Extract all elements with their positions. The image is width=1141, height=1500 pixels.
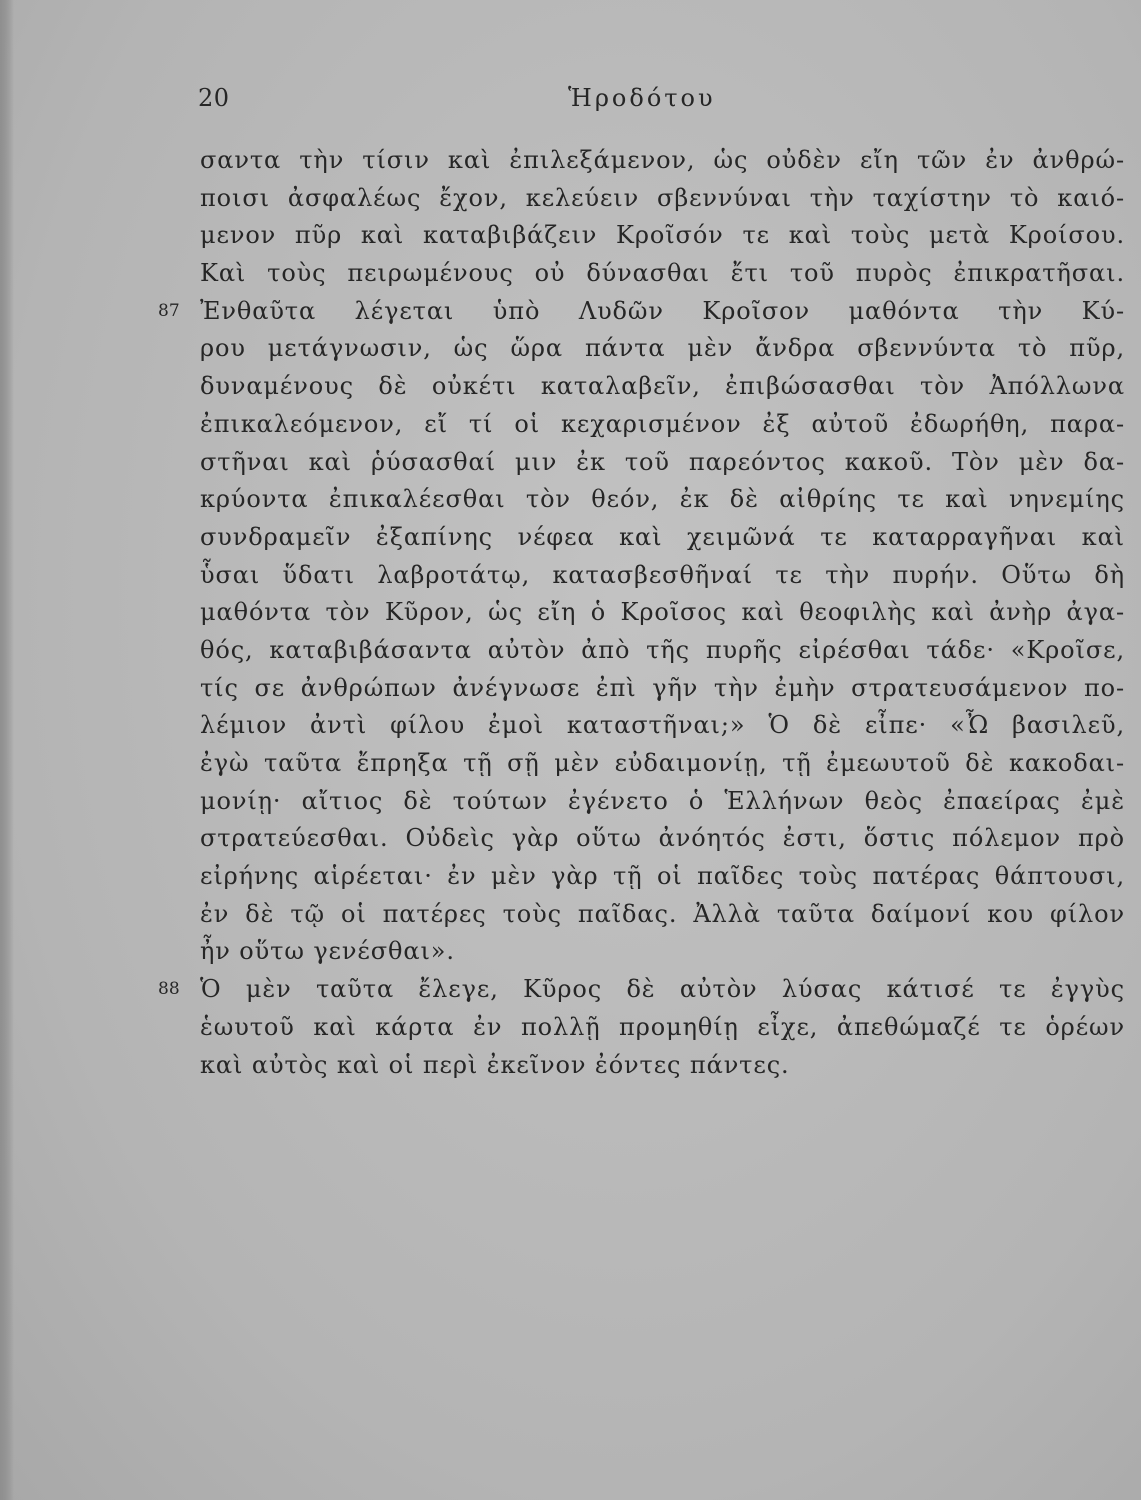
text-line-6: ρου μετάγνωσιν, ὡς ὥρα πάντα μὲν ἄνδρα σβεννύντα τὸ πῦρ, xyxy=(200,334,1125,363)
text-line-21: ἐν δὲ τῷ οἱ πατέρες τοὺς παῖδας. Ἀλλὰ ταῦτα δαίμονί κου φίλον xyxy=(200,899,1125,928)
section-number-88: 88 xyxy=(158,979,180,1000)
page-gutter-shadow xyxy=(0,0,14,1500)
text-line-22: ἦν οὕτω γενέσθαι». xyxy=(200,937,455,966)
text-line-8: ἐπικαλεόμενον, εἴ τί οἱ κεχαρισμένον ἐξ αὐτοῦ ἐδωρήθη, παρα- xyxy=(200,409,1125,438)
text-line-11: συνδραμεῖν ἐξαπίνης νέφεα καὶ χειμῶνά τε καταρραγῆναι καὶ xyxy=(200,522,1125,551)
text-line-12: ὗσαι ὕδατι λαβροτάτῳ, κατασβεσθῆναί τε τὴν πυρήν. Οὕτω δὴ xyxy=(200,560,1125,589)
section-number-87: 87 xyxy=(158,300,180,321)
text-line-9: στῆναι καὶ ῥύσασθαί μιν ἐκ τοῦ παρεόντος κακοῦ. Τὸν μὲν δα- xyxy=(200,447,1125,476)
text-line-25: καὶ αὐτὸς καὶ οἱ περὶ ἐκεῖνον ἐόντες πάντες. xyxy=(200,1050,790,1079)
text-line-4: Καὶ τοὺς πειρωμένους οὐ δύνασθαι ἔτι τοῦ πυρὸς ἐπικρατῆσαι. xyxy=(200,259,1125,288)
page-header xyxy=(0,84,1141,118)
text-line-16: λέμιον ἀντὶ φίλου ἐμοὶ καταστῆναι;» Ὁ δὲ εἶπε· «Ὦ βασιλεῦ, xyxy=(200,711,1125,740)
text-line-5-content: Ἐνθαῦτα λέγεται ὑπὸ Λυδῶν Κροῖσον μαθόντα τὴν Κύ- xyxy=(200,296,1125,325)
text-line-2: ποισι ἀσφαλέως ἔχον, κελεύειν σβεννύναι τὴν ταχίστην τὸ καιό- xyxy=(200,183,1125,212)
running-title: Ἡροδότου xyxy=(568,84,716,112)
text-line-18: μονίῃ· αἴτιος δὲ τούτων ἐγένετο ὁ Ἑλλήνων θεὸς ἐπαείρας ἐμὲ xyxy=(200,786,1125,815)
text-line-10: κρύοντα ἐπικαλέεσθαι τὸν θεόν, ἐκ δὲ αἰθρίης τε καὶ νηνεμίης xyxy=(200,485,1125,514)
text-line-1: σαντα τὴν τίσιν καὶ ἐπιλεξάμενον, ὡς οὐδὲν εἴη τῶν ἐν ἀνθρώ- xyxy=(200,146,1125,174)
text-line-24: ἑωυτοῦ καὶ κάρτα ἐν πολλῇ προμηθίῃ εἶχε, ἀπεθώμαζέ τε ὁρέων xyxy=(200,1012,1125,1041)
body-text xyxy=(158,142,1125,1084)
text-line-14: θός, καταβιβάσαντα αὐτὸν ἀπὸ τῆς πυρῆς εἰρέσθαι τάδε· «Κροῖσε, xyxy=(200,635,1125,664)
text-line-5 xyxy=(158,293,1125,331)
text-line-13: μαθόντα τὸν Κῦρον, ὡς εἴη ὁ Κροῖσος καὶ θεοφιλὴς καὶ ἀνὴρ ἀγα- xyxy=(200,598,1125,627)
text-line-3: μενον πῦρ καὶ καταβιβάζειν Κροῖσόν τε καὶ τοὺς μετὰ Κροίσου. xyxy=(200,221,1125,250)
text-line-23-content: Ὁ μὲν ταῦτα ἔλεγε, Κῦρος δὲ αὐτὸν λύσας κάτισέ τε ἐγγὺς xyxy=(200,975,1125,1004)
text-line-17: ἐγὼ ταῦτα ἔπρηξα τῇ σῇ μὲν εὐδαιμονίῃ, τῇ ἐμεωυτοῦ δὲ κακοδαι- xyxy=(200,749,1125,777)
page-number: 20 xyxy=(198,84,230,112)
text-line-15: τίς σε ἀνθρώπων ἀνέγνωσε ἐπὶ γῆν τὴν ἐμὴν στρατευσάμενον πο- xyxy=(200,673,1125,702)
text-line-23 xyxy=(158,971,1125,1009)
text-line-20: εἰρήνης αἱρέεται· ἐν μὲν γὰρ τῇ οἱ παῖδες τοὺς πατέρας θάπτουσι, xyxy=(200,862,1125,891)
text-line-7: δυναμένους δὲ οὐκέτι καταλαβεῖν, ἐπιβώσασθαι τὸν Ἀπόλλωνα xyxy=(200,372,1125,401)
text-line-19: στρατεύεσθαι. Οὐδεὶς γὰρ οὕτω ἀνόητός ἐστι, ὅστις πόλεμον πρὸ xyxy=(200,824,1125,853)
